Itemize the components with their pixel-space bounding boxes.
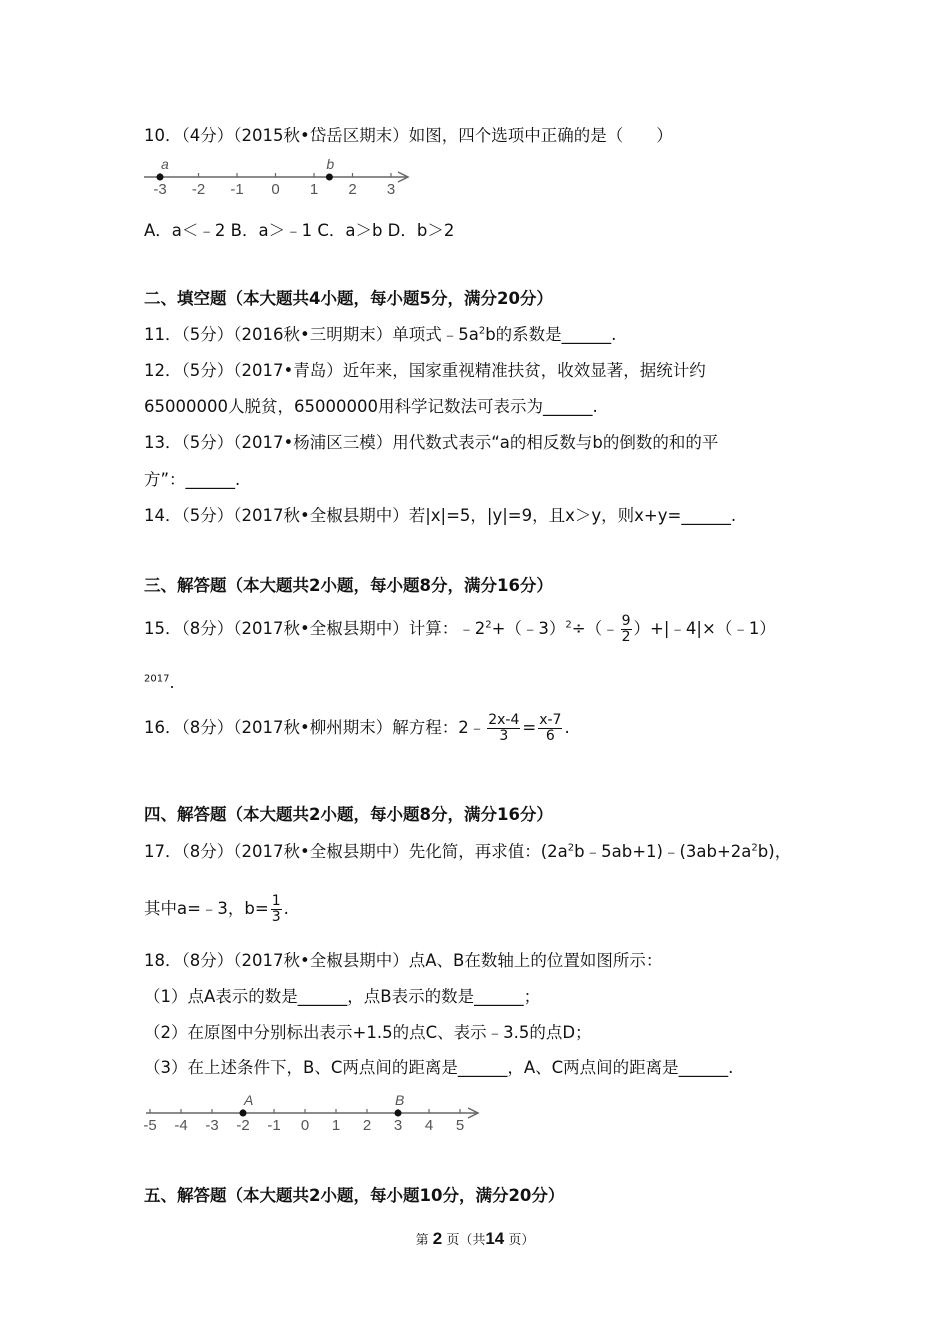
q18-line2: （1）点A表示的数是______，点B表示的数是______；: [144, 987, 541, 1006]
q16-fraction-1: $\frac{2x-4}{3}$: [488, 712, 520, 744]
q10-point-a: [157, 174, 164, 181]
q17-fraction: $\frac{1}{3}$: [271, 893, 281, 925]
q10-tick-label: -2: [191, 181, 206, 198]
q18-line1: 18．（8分）（2017秋•全椒县期中）点A、B在数轴上的位置如图所示：: [144, 951, 663, 970]
q15-exponent: 2017: [144, 673, 170, 685]
q18-point-a-label: A: [244, 1092, 254, 1108]
q10-options: A．a＜﹣2 B．a＞﹣1 C．a＞b D．b＞2: [144, 221, 455, 240]
section-3-heading: 三、解答题（本大题共2小题，每小题8分，满分16分）: [144, 576, 553, 595]
q18-point-b: [395, 1110, 402, 1117]
q18-tick-label: -1: [267, 1117, 281, 1134]
q16-fraction-2: $\frac{x-7}{6}$: [539, 712, 562, 744]
section-4-heading: 四、解答题（本大题共2小题，每小题8分，满分16分）: [144, 805, 553, 824]
q18-tick-label: -4: [174, 1117, 188, 1134]
q13-line2: 方”：______.: [144, 470, 241, 489]
q10-tick-label: 0: [271, 181, 280, 198]
q10-tick-label: -3: [153, 181, 167, 198]
q18-tick-label: 4: [424, 1117, 434, 1134]
q18-number-line: [140, 1088, 490, 1138]
q14: 14．（5分）（2017秋•全椒县期中）若|x|=5，|y|=9，且x＞y，则x+y=______.: [144, 506, 737, 525]
q10-tick-label: 3: [386, 181, 396, 198]
q10-point-b: [326, 174, 333, 181]
page-footer: 第 2 页（共14 页）: [415, 1229, 535, 1248]
q12-line1: 12．（5分）（2017•青岛）近年来，国家重视精准扶贫，收效显著，据统计约: [144, 361, 706, 380]
q18-line4: （3）在上述条件下，B、C两点间的距离是______，A、C两点间的距离是______.: [144, 1058, 734, 1077]
q10-tick-label: 1: [309, 181, 319, 198]
q18-tick-label: -5: [143, 1117, 157, 1134]
q18-tick-label: 0: [300, 1117, 310, 1134]
q15-exponent-line: $^{2017}$.: [144, 673, 175, 692]
q10-point-a-label: a: [161, 156, 169, 172]
q15: 15．（8分）（2017秋•全椒县期中）计算：$﹣2^2+(﹣3)^2\div(﹣$ $\frac{9}{2}$ ）+|﹣4|×（﹣1）: [144, 613, 776, 645]
q18-tick-label: 2: [362, 1117, 372, 1134]
q18-tick-label: 3: [393, 1117, 403, 1134]
q17-line1: 17．（8分）（2017秋•全椒县期中）先化简，再求值：$(2a^2b﹣5ab+1)﹣(3ab+2a^2b)$，: [144, 842, 792, 861]
q18-line3: （2）在原图中分别标出表示+1.5的点C、表示﹣3.5的点D；: [144, 1023, 592, 1042]
section-5-heading: 五、解答题（本大题共2小题，每小题10分，满分20分）: [144, 1186, 565, 1205]
q18-tick-label: 1: [331, 1117, 341, 1134]
section-2-heading: 二、填空题（本大题共4小题，每小题5分，满分20分）: [144, 289, 553, 308]
q11: 11．（5分）（2016秋•三明期末）单项式$﹣5a^2b$的系数是______.: [144, 325, 617, 344]
q12-line2: 65000000人脱贫，65000000用科学记数法可表示为______.: [144, 397, 598, 416]
q18-tick-label: -3: [205, 1117, 219, 1134]
q10-point-b-label: b: [326, 156, 335, 172]
q10-text: 10．（4分）（2015秋•岱岳区期末）如图，四个选项中正确的是（ ）: [144, 126, 673, 145]
q18-tick-label: 5: [455, 1117, 465, 1134]
q13-line1: 13．（5分）（2017•杨浦区三模）用代数式表示“a的相反数与b的倒数的和的平: [144, 433, 719, 452]
q17-line2: 其中a=﹣3，b= $\frac{1}{3}$ .: [144, 893, 289, 925]
q10-number-line: [140, 152, 420, 200]
q18-point-a: [240, 1110, 247, 1117]
q15-fraction: $\frac{9}{2}$: [621, 613, 631, 645]
q10-tick-label: -1: [230, 181, 244, 198]
q16: 16．（8分）（2017秋•柳州期末）解方程：2﹣ $\frac{2x-4}{3}$ = $\frac{x-7}{6}$ .: [144, 712, 570, 744]
q18-tick-label: -2: [236, 1117, 250, 1134]
q18-point-b-label: B: [395, 1092, 405, 1108]
q10-tick-label: 2: [348, 181, 357, 198]
